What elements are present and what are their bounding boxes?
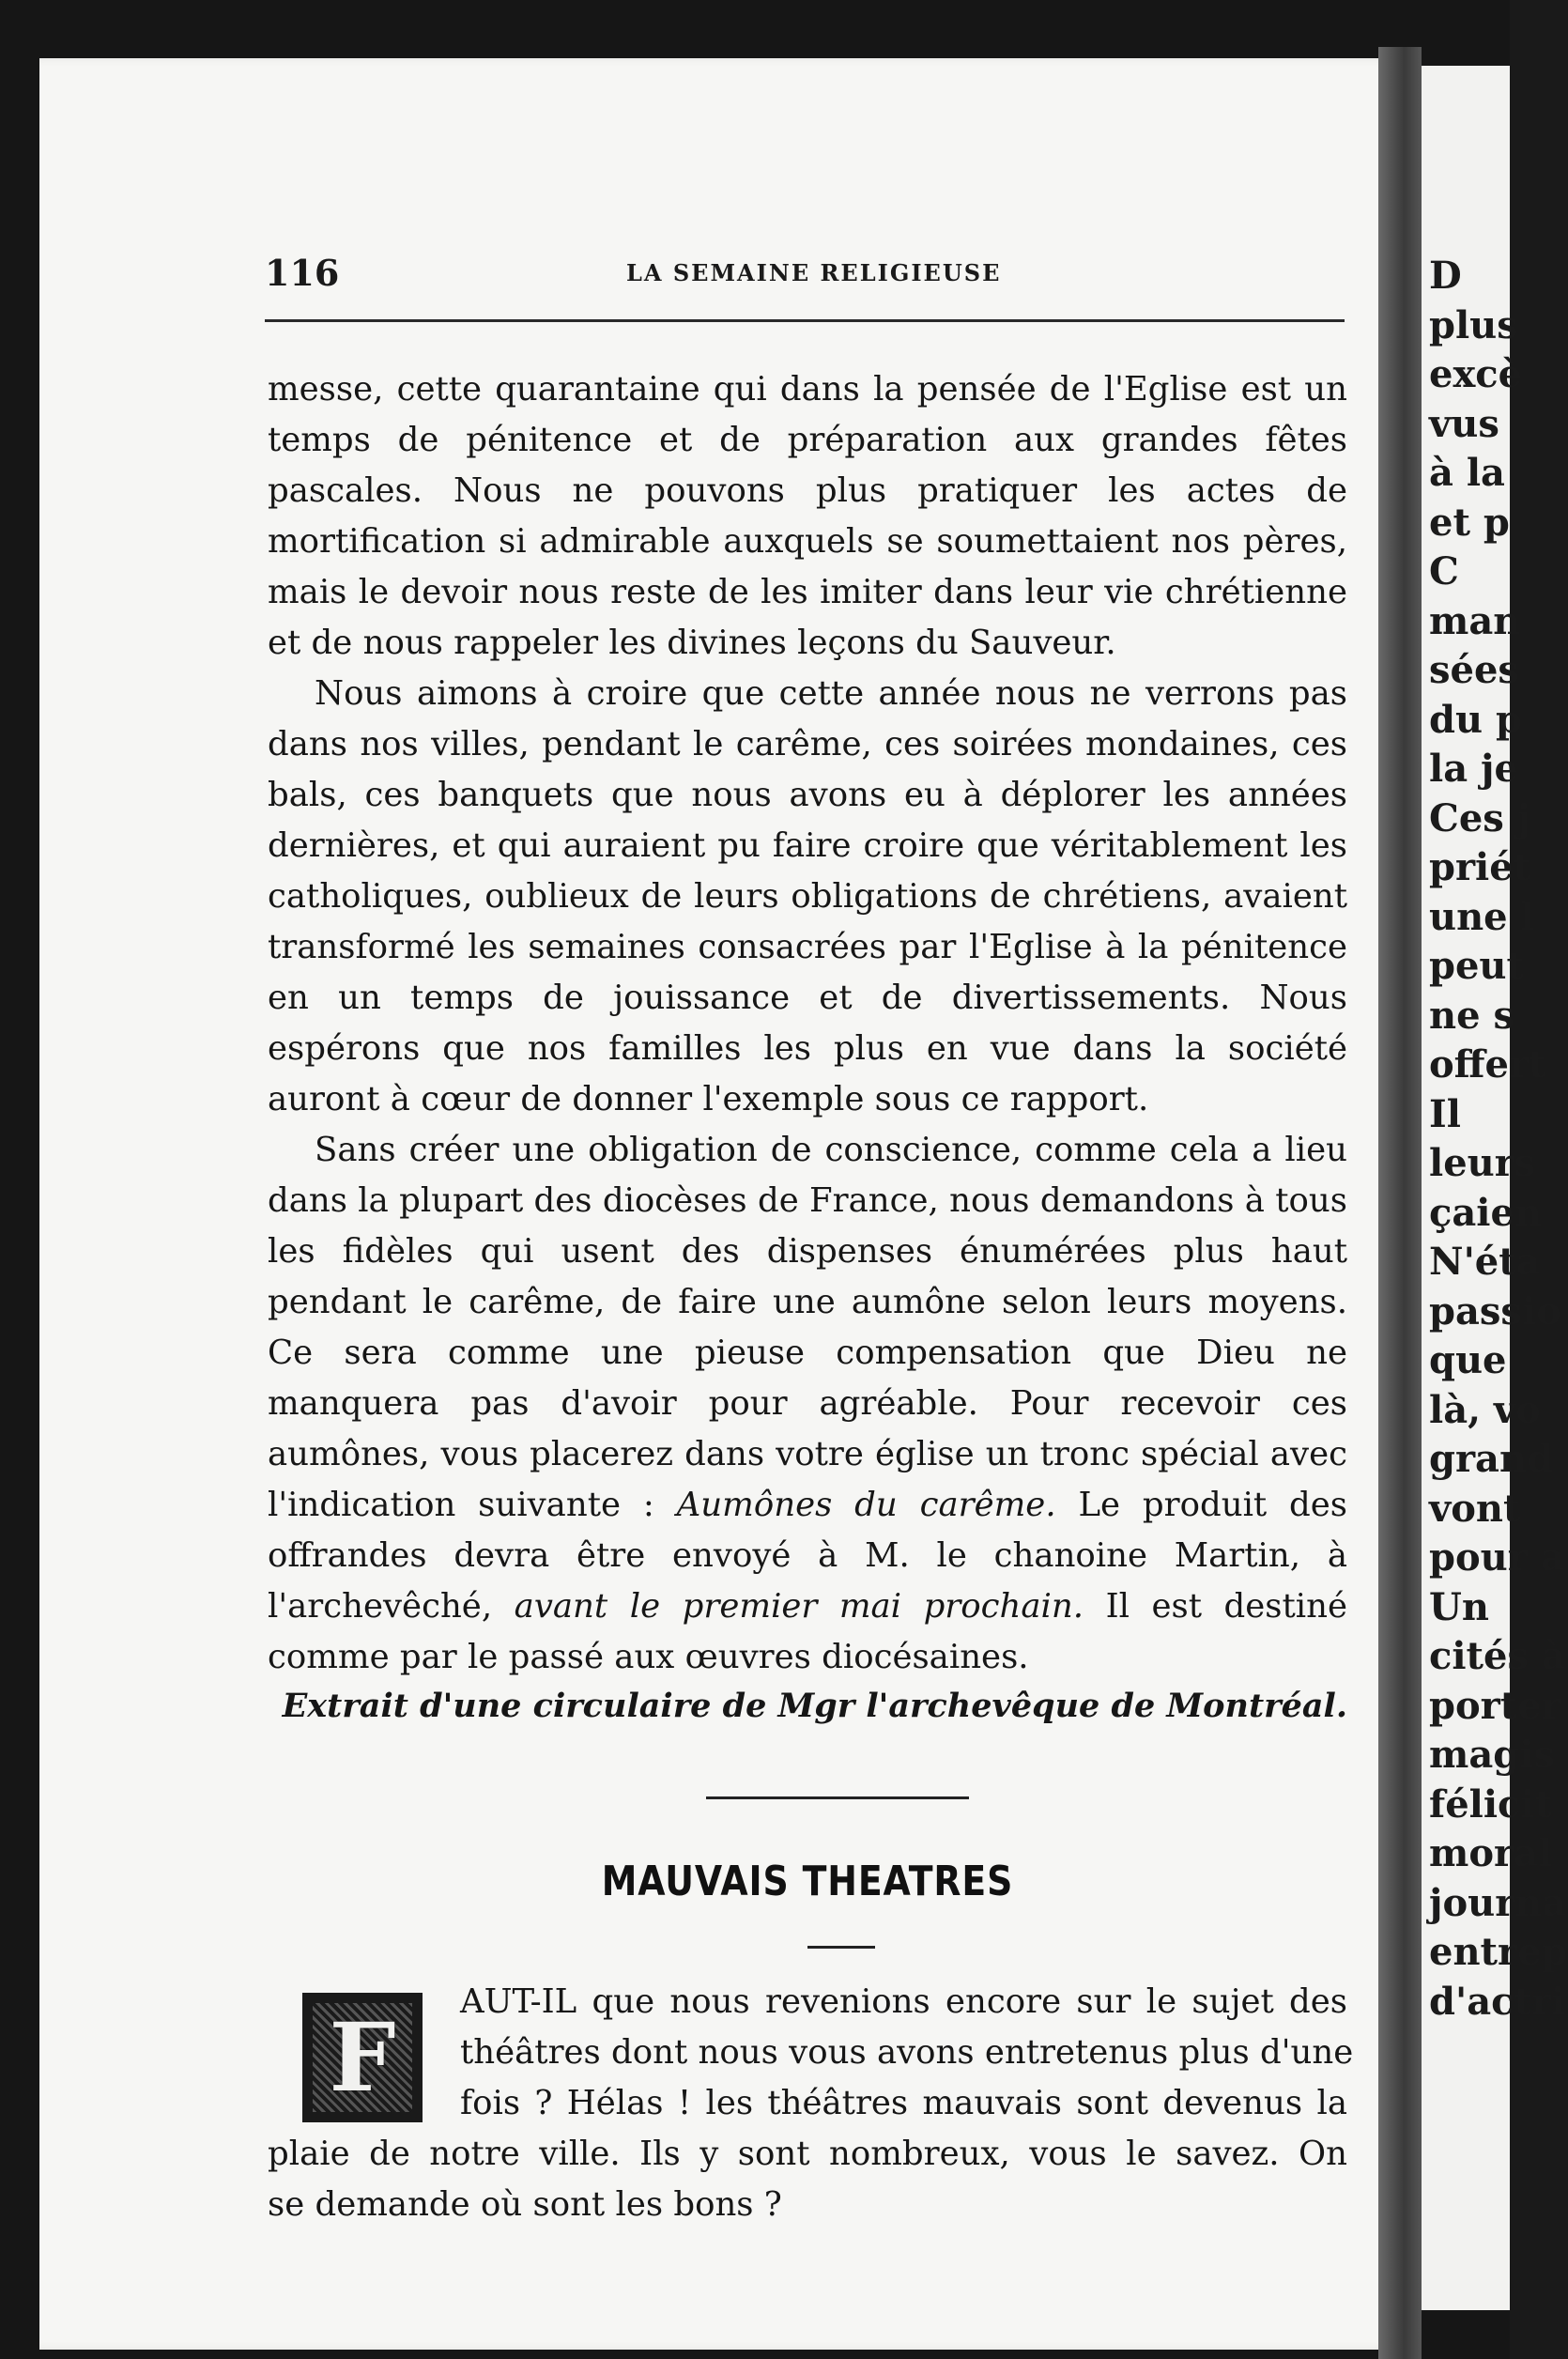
- facing-page-line: D: [1429, 254, 1462, 298]
- facing-page-line: peut: [1429, 944, 1524, 988]
- facing-page-line: sées: [1429, 648, 1519, 692]
- paragraph-3-italic-1: Aumônes du carême.: [676, 1486, 1056, 1524]
- facing-page-line: Un: [1429, 1584, 1489, 1629]
- facing-page-line: C: [1429, 549, 1459, 594]
- facing-page-line: N'éta: [1429, 1240, 1541, 1284]
- article-2-body: [268, 1977, 1354, 2230]
- facing-page-line: pour a: [1429, 1535, 1565, 1580]
- facing-page-line: grand: [1429, 1437, 1554, 1481]
- facing-page-line: man: [1429, 598, 1521, 643]
- facing-page-line: Il: [1429, 1091, 1461, 1136]
- paragraph-3: [268, 1125, 1347, 1683]
- facing-page-line: plus: [1429, 302, 1518, 347]
- section-title: MAUVAIS THEATRES: [601, 1858, 1014, 1905]
- facing-page-line: cités à: [1429, 1634, 1566, 1678]
- facing-page-line: que: [1429, 1338, 1507, 1382]
- facing-page-fragment: [1422, 66, 1568, 2310]
- article-2-line-5: se demande où sont les bons ?: [268, 2185, 782, 2224]
- running-head: [265, 252, 1345, 299]
- facing-page-line: la je: [1429, 747, 1518, 791]
- paragraph-3-italic-2: avant le premier mai prochain.: [514, 1587, 1084, 1626]
- facing-page-line: excè: [1429, 352, 1523, 396]
- facing-page-line: vont: [1429, 1486, 1521, 1531]
- facing-page-line: du p: [1429, 697, 1522, 742]
- facing-page-line: leurs: [1429, 1141, 1536, 1185]
- section-separator: [706, 1796, 969, 1799]
- facing-page-line: une l: [1429, 894, 1535, 939]
- facing-page-line: ne s: [1429, 993, 1514, 1038]
- paragraph-2: Nous aimons à croire que cette année nous ne verrons pas dans nos villes, pendant le carême, ces soirées mondaines, ces bals, ces banquets que nous avons eu à déplorer les années dernières, et qui auraient pu faire croire que véritablement les catholiques, oublieux de leurs obligations de chrétiens, avaient transformé les semaines consacrées par l'Eglise à la pénitence en un temps de jouissance et de divertissements. Nous espérons que nos familles les plus en vue dans la société auront à cœur de donner l'exemple sous ce rapport.: [268, 674, 1347, 1118]
- facing-page-line: et p: [1429, 500, 1510, 545]
- facing-page-line: magis: [1429, 1733, 1555, 1777]
- header-rule: [265, 319, 1345, 322]
- page-number: 116: [265, 252, 340, 294]
- facing-page-line: entrep: [1429, 1930, 1568, 1974]
- facing-page-line: vus: [1429, 401, 1499, 446]
- facing-page-line: à la: [1429, 451, 1505, 495]
- article-2-line-3: fois ? Hélas ! les théâtres mauvais sont devenus la: [460, 2084, 1347, 2122]
- facing-page-line: d'actri: [1429, 1979, 1566, 2024]
- facing-page-line: là, vo: [1429, 1387, 1541, 1432]
- facing-page-line: çaien: [1429, 1190, 1542, 1235]
- facing-page-line: passio: [1429, 1288, 1561, 1334]
- drop-cap-letter: F: [313, 2003, 412, 2112]
- article-2-line-1: AUT-IL que nous revenions encore sur le sujet des: [460, 1982, 1347, 2021]
- book-gutter: [1378, 47, 1422, 2359]
- paragraph-3-part-3: Il est destiné comme par le passé aux œuvres diocésaines.: [268, 1587, 1348, 1676]
- facing-page-line: offert: [1429, 1042, 1546, 1087]
- paragraph-3-part-1: Sans créer une obligation de conscience, comme cela a lieu dans la plupart des diocèses de France, nous demandons à tous les fidèles qui usent des dispenses énumérées plus haut pendant le carême, de faire une aumône selon leurs moyens. Ce sera comme une pieuse compensation que Dieu ne manquera pas d'avoir pour agréable. Pour recevoir ces aumônes, vous placerez dans votre église un tronc spécial avec l'indication suivante :: [268, 1131, 1347, 1524]
- article-2-line-4: plaie de notre ville. Ils y sont nombreux, vous le savez. On: [268, 2135, 1347, 2173]
- facing-page-line: porter: [1429, 1683, 1561, 1728]
- facing-page-line: Ces j: [1429, 795, 1531, 840]
- title-underline: [807, 1946, 875, 1949]
- facing-page-line: moral: [1429, 1831, 1553, 1875]
- paragraph-3-part-2: Le produit des offrandes devra être envoyé à M. le chanoine Martin, à l'archevêché,: [268, 1486, 1348, 1626]
- facing-page-line: priét: [1429, 845, 1531, 889]
- attribution: Extrait d'une circulaire de Mgr l'archevêque de Montréal.: [282, 1687, 1347, 1725]
- facing-page-line: journa: [1429, 1880, 1567, 1925]
- article-2-line-2: théâtres dont nous vous avons entretenus plus d'une: [460, 2033, 1354, 2072]
- paragraph-1: messe, cette quarantaine qui dans la pensée de l'Eglise est un temps de pénitence et de préparation aux grandes fêtes pascales. Nous ne pouvons plus pratiquer les actes de mortification si admirable auxquels se soumettaient nos pères, mais le devoir nous reste de les imiter dans leur vie chrétienne et de nous rappeler les divines leçons du Sauveur.: [268, 370, 1347, 662]
- facing-page-line: félicit: [1429, 1781, 1553, 1827]
- article-body: [268, 364, 1347, 1683]
- journal-title: LA SEMAINE RELIGIEUSE: [626, 259, 1002, 286]
